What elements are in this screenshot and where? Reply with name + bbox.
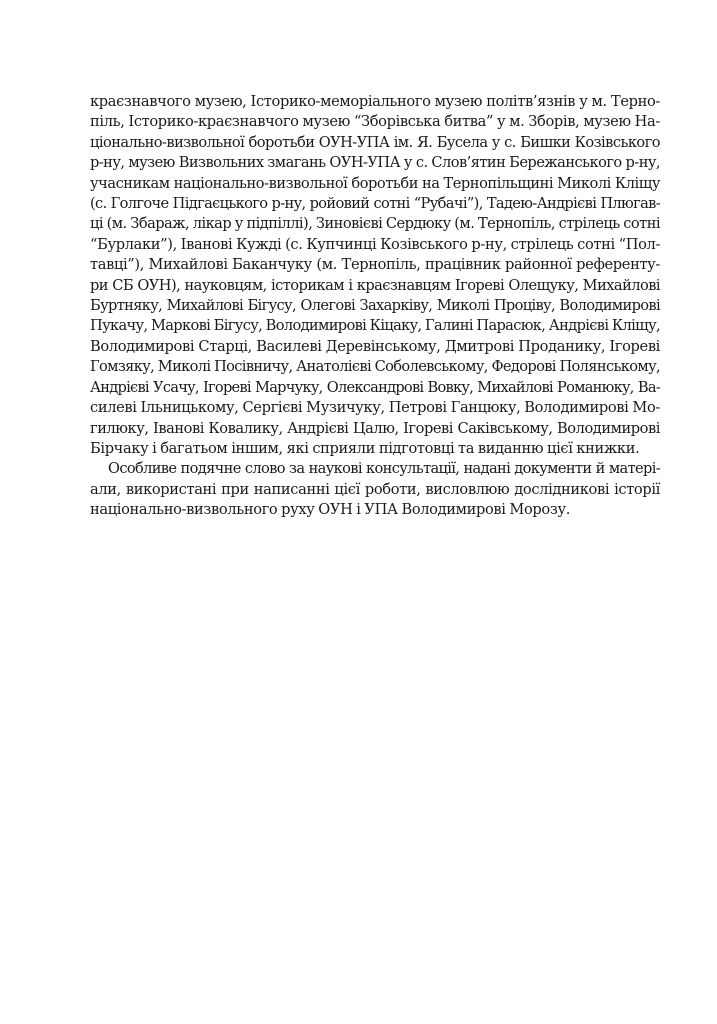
text-line: Гомзяку, Миколі Посівничу, Анатолієві Соболевському, Федорові Полянському, bbox=[90, 358, 660, 376]
paragraph-special-thanks bbox=[90, 459, 660, 520]
text-line: гилюку, Іванові Ковалику, Андрієві Цалю, Ігореві Саківському, Володимирові bbox=[90, 419, 660, 437]
text-line: Особливе подячне слово за наукові консультації, надані документи й матері- bbox=[108, 460, 660, 478]
paragraph-acknowledgements bbox=[90, 92, 660, 459]
text-line: (с. Голгоче Підгаєцького р-ну, ройовий сотні “Рубачі”), Тадею-Андрієві Плюгав- bbox=[90, 195, 660, 213]
document-page bbox=[90, 92, 660, 521]
text-line: Пукачу, Маркові Бігусу, Володимирові Кіцаку, Галині Парасюк, Андрієві Кліщу, bbox=[90, 317, 661, 335]
text-line: Володимирові Старці, Василеві Деревінському, Дмитрові Проданику, Ігореві bbox=[90, 337, 660, 355]
text-line: Буртняку, Михайлові Бігусу, Олегові Захарківу, Миколі Проціву, Володимирові bbox=[90, 297, 660, 315]
text-line: али, використані при написанні цієї роботи, висловлюю дослідникові історії bbox=[90, 480, 660, 498]
text-line: тавці”), Михайлові Баканчуку (м. Тернопіль, працівник районної референту- bbox=[90, 256, 660, 274]
text-line: ри СБ ОУН), науковцям, історикам і краєзнавцям Ігореві Олещуку, Михайлові bbox=[90, 276, 660, 294]
text-line: “Бурлаки”), Іванові Кужді (с. Купчинці Козівського р-ну, стрілець сотні “Пол- bbox=[90, 235, 661, 253]
text-line: ці (м. Збараж, лікар у підпіллі), Зиновієві Сердюку (м. Тернопіль, стрілець сотні bbox=[90, 215, 660, 233]
text-line: Бірчаку і багатьом іншим, які сприяли підготовці та виданню цієї книжки. bbox=[90, 439, 640, 457]
text-line: учасникам національно-визвольної боротьби на Тернопільщині Миколі Кліщу bbox=[90, 174, 660, 192]
text-line: ціонально-визвольної боротьби ОУН-УПА ім. Я. Бусела у с. Бишки Козівського bbox=[90, 133, 660, 151]
text-line: Андрієві Усачу, Ігореві Марчуку, Олександрові Вовку, Михайлові Романюку, Ва- bbox=[90, 378, 660, 396]
text-line: силеві Ільницькому, Сергієві Музичуку, Петрові Ганцюку, Володимирові Мо- bbox=[90, 399, 660, 417]
text-line: р-ну, музею Визвольних змагань ОУН-УПА у с. Слов’ятин Бережанського р-ну, bbox=[90, 154, 660, 172]
text-line: краєзнавчого музею, Історико-меморіального музею політв’язнів у м. Терно- bbox=[90, 93, 660, 110]
text-line: піль, Історико-краєзнавчого музею “Зборівська битва” у м. Зборів, музею На- bbox=[90, 113, 660, 131]
text-line: національно-визвольного руху ОУН і УПА Володимирові Морозу. bbox=[90, 501, 570, 519]
